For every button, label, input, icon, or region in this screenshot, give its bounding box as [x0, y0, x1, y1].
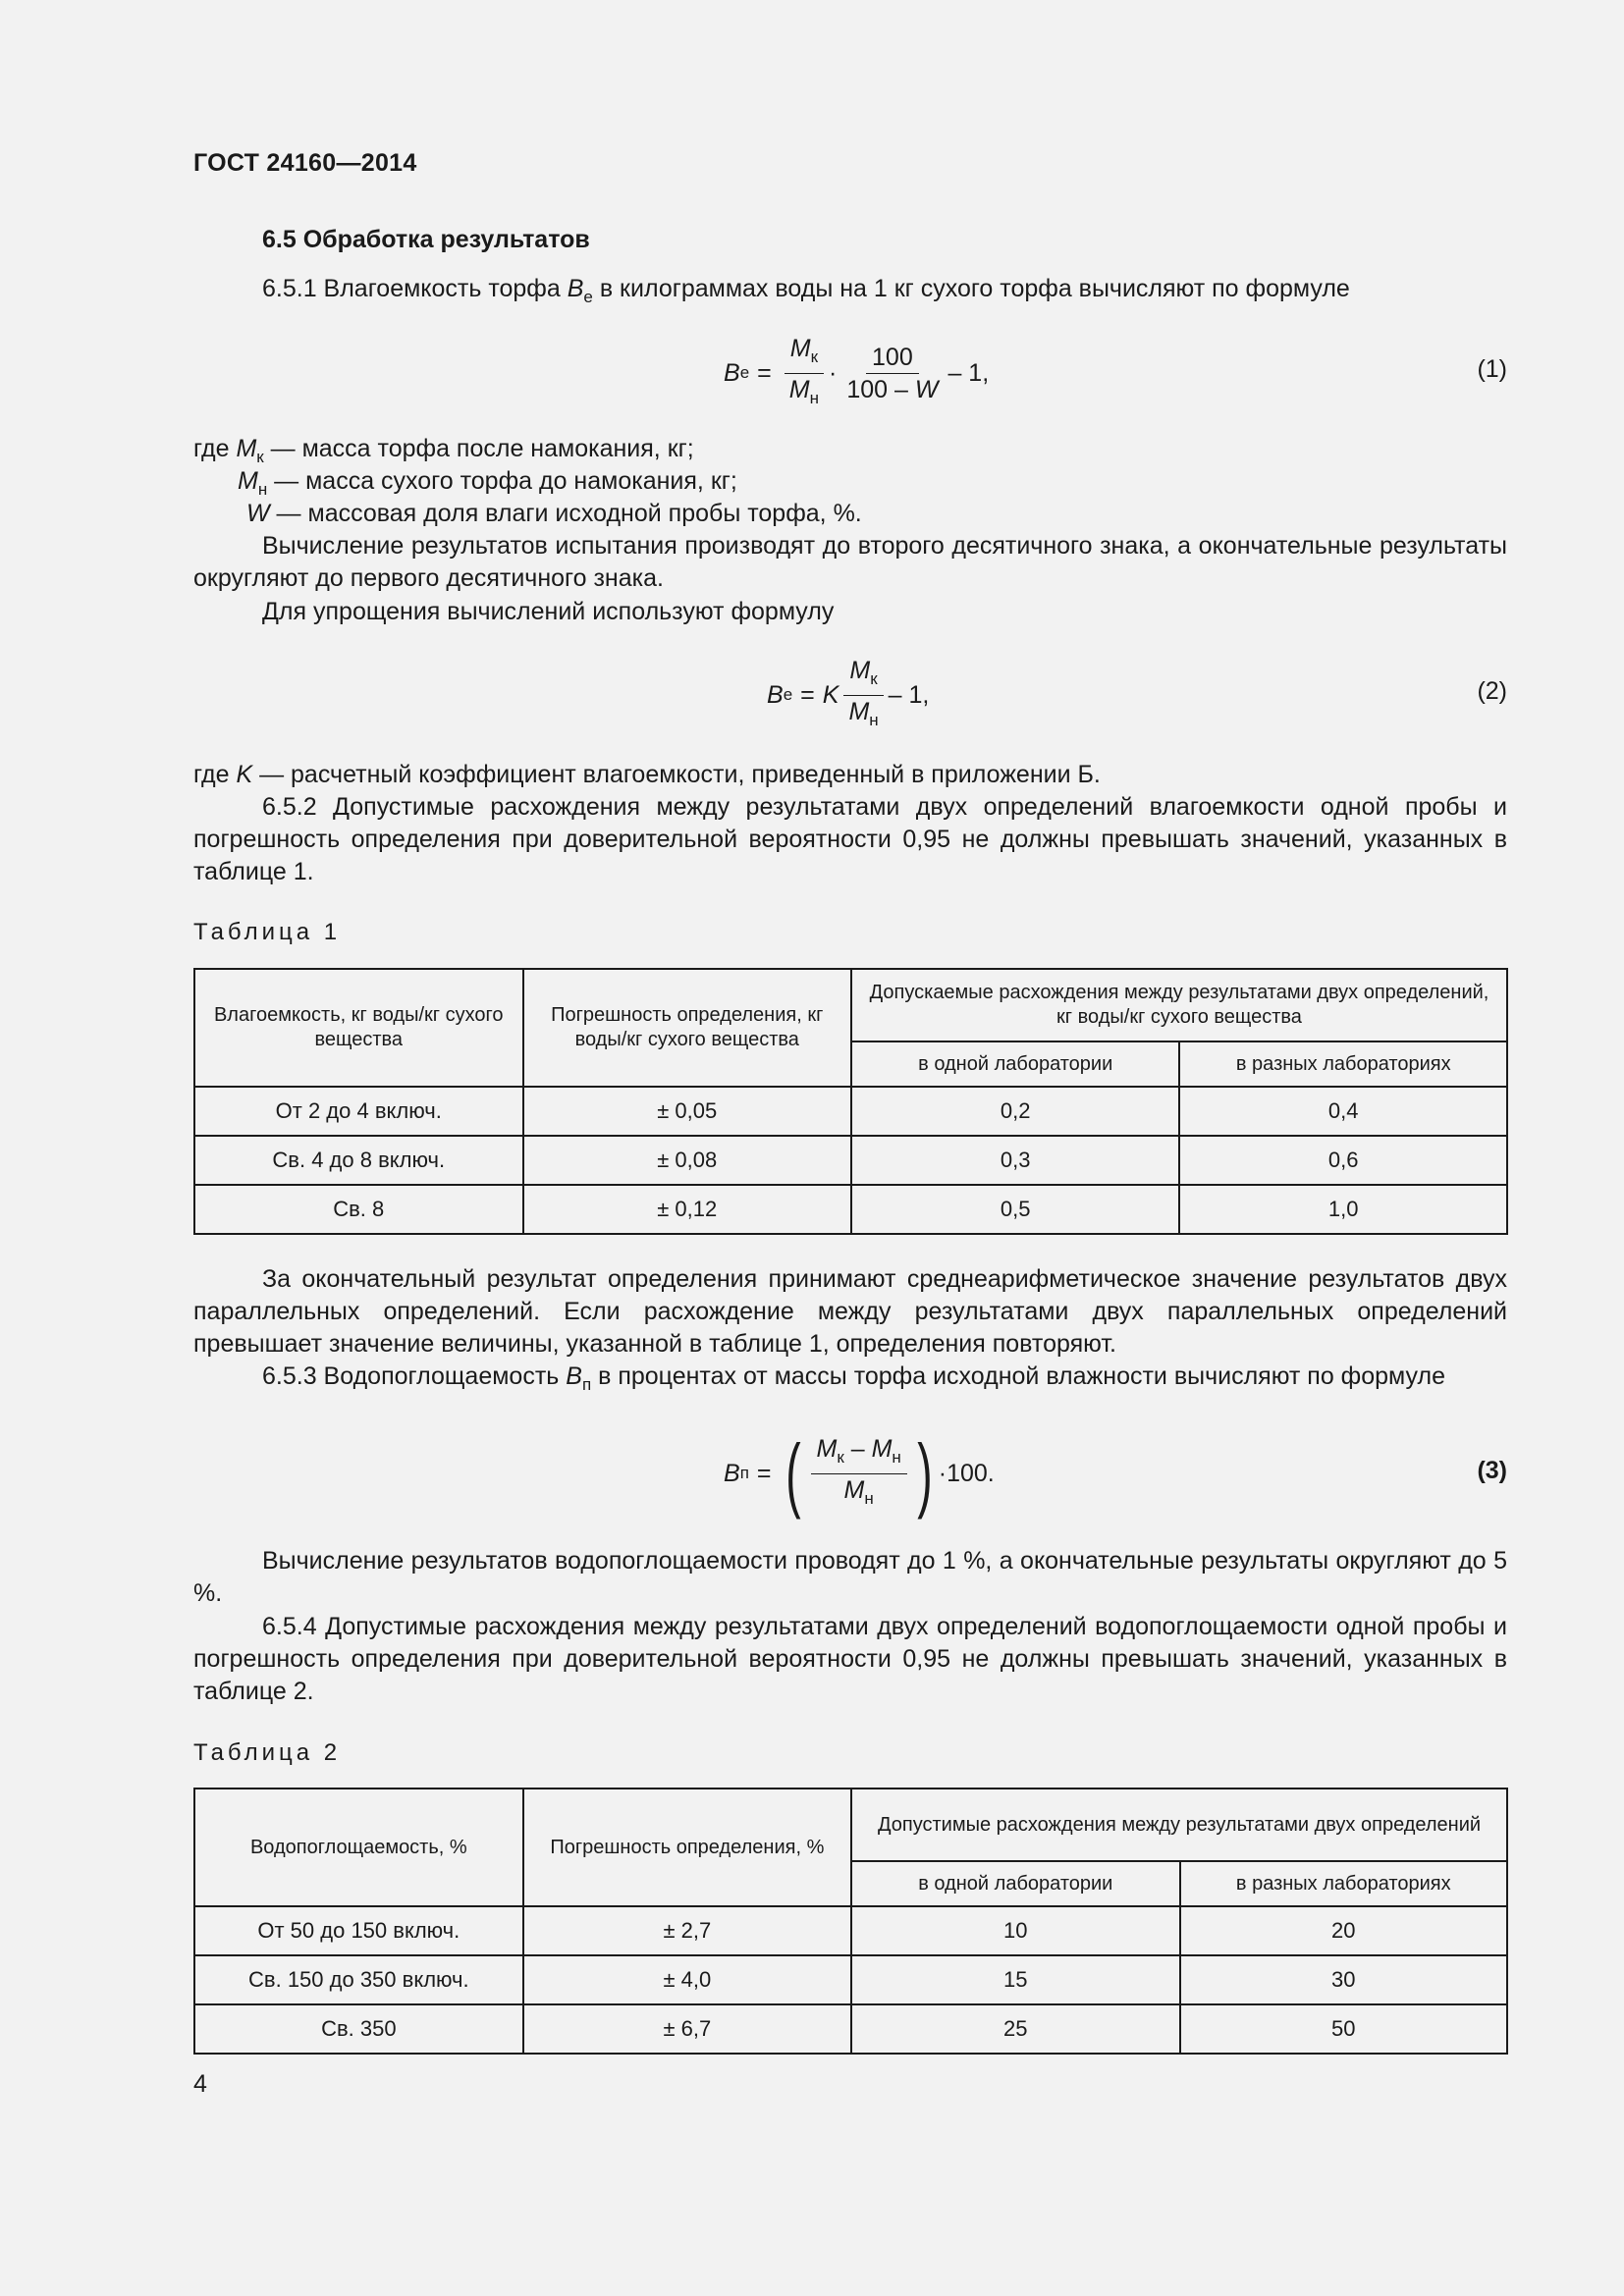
table-header-cell: Водопоглощаемость, % — [194, 1789, 523, 1906]
table-row: Св. 350 ± 6,7 25 50 — [194, 2004, 1507, 2054]
formula-number: (3) — [1477, 1457, 1507, 1484]
table-row: Св. 4 до 8 включ. ± 0,08 0,3 0,6 — [194, 1136, 1507, 1185]
paragraph-simplify: Для упрощения вычислений используют формулу — [262, 598, 835, 625]
table-header-cell: в разных лабораториях — [1179, 1041, 1507, 1087]
fraction: $\frac{M_к - M_н}{M_н}$ — [811, 1435, 907, 1513]
table-1 — [193, 968, 1508, 1235]
paragraph-6-5-4: 6.5.4 Допустимые расхождения между результатами двух определений водопоглощаемости одной пробы и погрешность определения при доверительной вероятности 0,95 не должны превышать значений, указанных в таблице 2. — [193, 1613, 1507, 1705]
table-row: Св. 150 до 350 включ. ± 4,0 15 30 — [194, 1955, 1507, 2004]
table-2-caption: Таблица 2 — [193, 1739, 342, 1766]
table-header-cell: в одной лаборатории — [851, 1041, 1179, 1087]
table-1-caption: Таблица 1 — [193, 919, 342, 945]
where-item: где K — расчетный коэффициент влагоемкости, приведенный в приложении Б. — [193, 761, 1101, 788]
formula-3: B п = ( $\frac{M_к - M_н}{M_н}$ ) ·100. (3) — [724, 1427, 1507, 1520]
where-item: W — массовая доля влаги исходной пробы торфа, %. — [246, 500, 862, 527]
paragraph-calc-2: Вычисление результатов водопоглощаемости проводят до 1 %, а окончательные результаты округляют до 5 %. — [193, 1547, 1507, 1607]
section-title: 6.5 Обработка результатов — [262, 226, 590, 253]
table-row: Св. 8 ± 0,12 0,5 1,0 — [194, 1185, 1507, 1234]
table-header-cell: в одной лаборатории — [851, 1861, 1179, 1906]
table-header-cell: Допустимые расхождения между результатами двух определений — [851, 1789, 1507, 1861]
formula-2: B е = K $\frac{M_к}{M_н}$ – 1, (2) — [0, 656, 1624, 734]
table-row: От 2 до 4 включ. ± 0,05 0,2 0,4 — [194, 1087, 1507, 1136]
table-2 — [193, 1788, 1508, 2055]
where-item: $M_н$ — масса сухого торфа до намокания, кг; — [238, 467, 737, 499]
page-number: 4 — [193, 2070, 207, 2098]
fraction: $\frac{M_к}{M_н}$ — [784, 335, 825, 412]
formula-1: B е = $\frac{M_к}{M_н}$ · $\frac{100}{100 - W}$ – 1, (1) — [0, 334, 1624, 412]
where-item: где $M_к$ — масса торфа после намокания, кг; — [193, 435, 694, 466]
fraction: $\frac{M_к}{M_н}$ — [842, 657, 884, 734]
paragraph-6-5-3: 6.5.3 Водопоглощаемость $B_п$ в процентах от массы торфа исходной влажности вычисляют по формуле — [262, 1362, 1445, 1394]
paragraph-6-5-1: 6.5.1 Влагоемкость торфа $B_е$ в килограммах воды на 1 кг сухого торфа вычисляют по формуле — [262, 275, 1350, 306]
paragraph-calc-1: Вычисление результатов испытания производят до второго десятичного знака, а окончательные результаты округляют до первого десятичного знака. — [193, 532, 1507, 592]
table-header-cell: Влагоемкость, кг воды/кг сухого вещества — [194, 969, 523, 1087]
formula-number: (1) — [1477, 355, 1507, 383]
formula-number: (2) — [1477, 677, 1507, 705]
table-row: От 50 до 150 включ. ± 2,7 10 20 — [194, 1906, 1507, 1955]
table-header-cell: Погрешность определения, % — [523, 1789, 851, 1906]
fraction: $\frac{100}{100 - W}$ — [846, 343, 939, 403]
table-header-cell: в разных лабораториях — [1180, 1861, 1508, 1906]
doc-header: ГОСТ 24160—2014 — [193, 149, 417, 177]
table-header-cell: Допускаемые расхождения между результатами двух определений, кг воды/кг сухого вещества — [851, 969, 1507, 1041]
paragraph-final-result: За окончательный результат определения принимают среднеарифметическое значение результатов двух параллельных определений. Если расхождение между результатами двух параллельных определений превышает значение величины, указанной в таблице 1, определения повторяют. — [193, 1265, 1507, 1358]
paragraph-6-5-2: 6.5.2 Допустимые расхождения между результатами двух определений влагоемкости одной пробы и погрешность определения при доверительной вероятности 0,95 не должны превышать значений, указанных в таблице 1. — [193, 793, 1507, 885]
table-header-cell: Погрешность определения, кг воды/кг сухого вещества — [523, 969, 851, 1087]
